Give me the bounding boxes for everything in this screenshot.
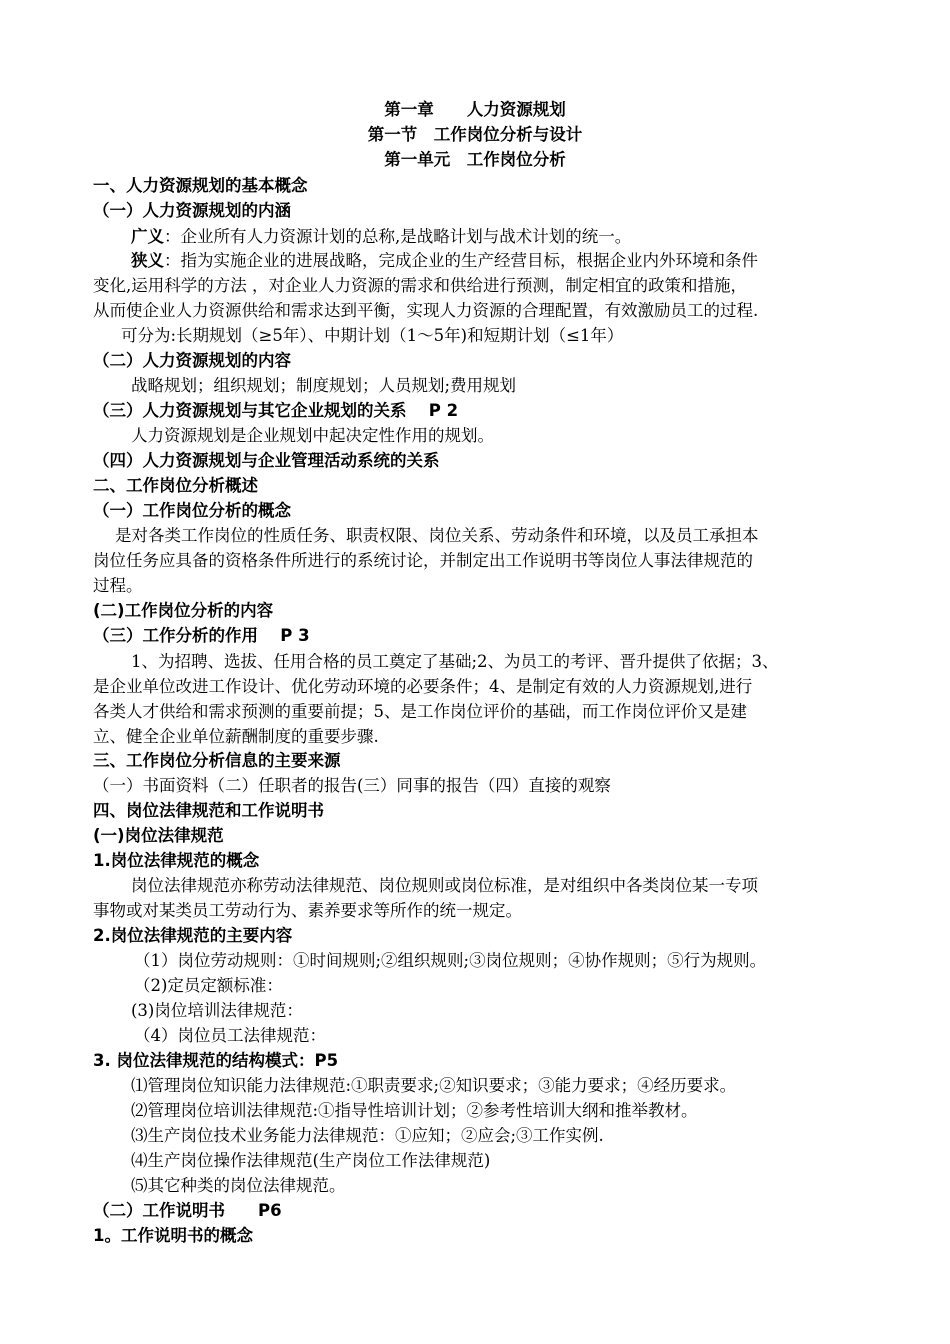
norm-concept-2: 事物或对某类员工劳动行为、素养要求等所作的统一规定。 — [93, 901, 522, 920]
heading-4-1-3: 3. 岗位法律规范的结构模式：P5 — [93, 1051, 339, 1070]
heading-2: 二、工作岗位分析概述 — [93, 476, 258, 495]
heading-1: 一、人力资源规划的基本概念 — [93, 176, 308, 195]
main-content-4: （4）岗位员工法律规范： — [134, 1026, 326, 1045]
broad-definition — [131, 226, 631, 248]
concept-text-1: 是对各类工作岗位的性质任务、职责权限、岗位关系、劳动条件和环境，以及员工承担本 — [115, 526, 759, 545]
role-text-2: 是企业单位改进工作设计、优化劳动环境的必要条件；4、是制定有效的人力资源规划,进行 — [93, 677, 753, 696]
sources-text: （一）书面资料（二）任职者的报告(三）同事的报告（四）直接的观察 — [93, 776, 611, 795]
unit-title: 第一单元 工作岗位分析 — [384, 150, 566, 169]
content-list: 战略规划；组织规划；制度规划；人员规划;费用规划 — [131, 376, 517, 395]
broad-text: ：企业所有人力资源计划的总称,是战略计划与战术计划的统一。 — [164, 227, 632, 246]
narrow-label: 狭义 — [131, 251, 164, 270]
heading-4-2-1: 1。工作说明书的概念 — [93, 1226, 253, 1245]
heading-4-1-2: 2.岗位法律规范的主要内容 — [93, 926, 293, 945]
structure-2: ⑵管理岗位培训法律规范:①指导性培训计划；②参考性培训大纲和推举教材。 — [131, 1101, 698, 1120]
heading-3: 三、工作岗位分析信息的主要来源 — [93, 751, 341, 770]
role-text-4: 立、健全企业单位薪酬制度的重要步骤. — [93, 727, 379, 746]
broad-label: 广义 — [131, 227, 164, 246]
heading-4-2: （二）工作说明书 P6 — [93, 1201, 282, 1220]
main-content-3: (3)岗位培训法律规范： — [131, 1001, 303, 1020]
narrow-text-1: ：指为实施企业的进展战略，完成企业的生产经营目标，根据企业内外环境和条件 — [164, 251, 758, 270]
role-text-1: 1、为招聘、选拔、任用合格的员工奠定了基础;2、为员工的考评、晋升提供了依据；3、 — [131, 652, 779, 671]
heading-4: 四、岗位法律规范和工作说明书 — [93, 801, 324, 820]
main-content-2: （2)定员定额标准： — [134, 976, 283, 995]
heading-1-3: （三）人力资源规划与其它企业规划的关系 P 2 — [93, 401, 459, 420]
section-title: 第一节 工作岗位分析与设计 — [367, 125, 583, 144]
structure-1: ⑴管理岗位知识能力法律规范:①职责要求;②知识要求；③能力要求；④经历要求。 — [131, 1076, 737, 1095]
structure-4: ⑷生产岗位操作法律规范(生产岗位工作法律规范) — [131, 1151, 491, 1170]
concept-text-3: 过程。 — [93, 576, 143, 595]
divide-text: 可分为:长期规划（≥5年）、中期计划（1～5年)和短期计划（≤1年） — [121, 326, 624, 345]
heading-2-2: (二)工作岗位分析的内容 — [93, 601, 274, 620]
chapter-title: 第一章 人力资源规划 — [384, 100, 566, 119]
heading-1-4: （四）人力资源规划与企业管理活动系统的关系 — [93, 451, 440, 470]
main-content-1: （1）岗位劳动规则：①时间规则;②组织规则;③岗位规则；④协作规则；⑤行为规则。 — [134, 951, 767, 970]
relation-text: 人力资源规划是企业规划中起决定性作用的规划。 — [131, 426, 494, 445]
structure-3: ⑶生产岗位技术业务能力法律规范：①应知；②应会;③工作实例. — [131, 1126, 604, 1145]
norm-concept-1: 岗位法律规范亦称劳动法律规范、岗位规则或岗位标准，是对组织中各类岗位某一专项 — [131, 876, 758, 895]
heading-1-2: （二）人力资源规划的内容 — [93, 351, 291, 370]
heading-2-1: （一）工作岗位分析的概念 — [93, 501, 291, 520]
heading-4-1-1: 1.岗位法律规范的概念 — [93, 851, 260, 870]
narrow-text-3: 从而使企业人力资源供给和需求达到平衡，实现人力资源的合理配置，有效激励员工的过程. — [93, 301, 759, 320]
heading-2-3: （三）工作分析的作用 P 3 — [93, 626, 310, 645]
structure-5: ⑸其它种类的岗位法律规范。 — [131, 1176, 346, 1195]
narrow-text-2: 变化,运用科学的方法 ，对企业人力资源的需求和供给进行预测，制定相宜的政策和措施， — [93, 276, 747, 295]
role-text-3: 各类人才供给和需求预测的重要前提；5、是工作岗位评价的基础，而工作岗位评价又是建 — [93, 702, 747, 721]
narrow-definition — [131, 250, 758, 272]
concept-text-2: 岗位任务应具备的资格条件所进行的系统讨论，并制定出工作说明书等岗位人事法律规范的 — [93, 551, 753, 570]
heading-1-1: （一）人力资源规划的内涵 — [93, 201, 291, 220]
heading-4-1: (一)岗位法律规范 — [93, 826, 224, 845]
